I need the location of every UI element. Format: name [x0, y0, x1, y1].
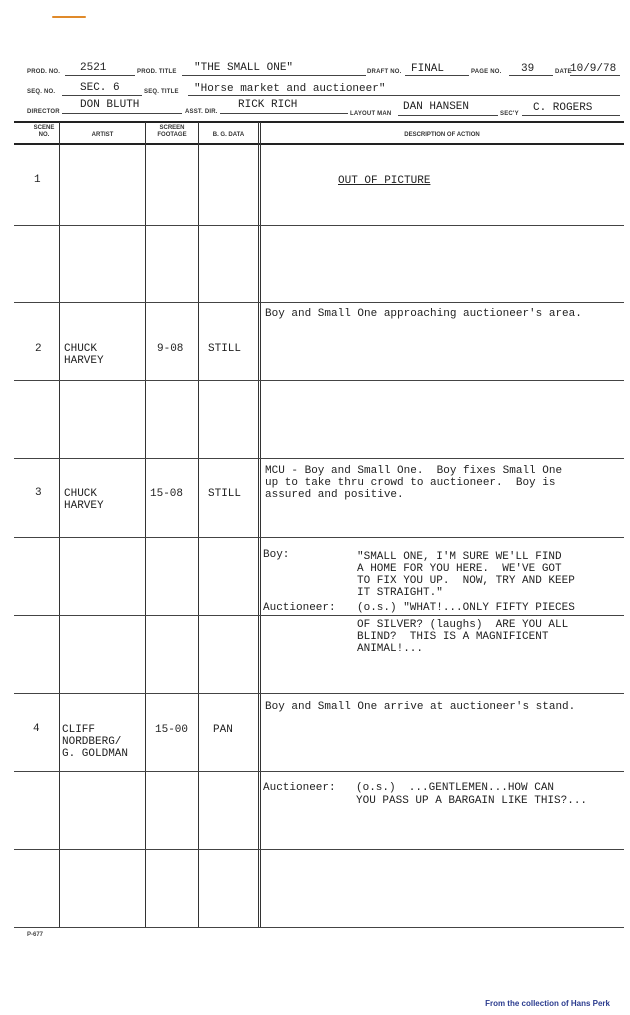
- dialogue-line: (o.s.) ...GENTLEMEN...HOW CAN: [356, 782, 555, 794]
- asst-dir-value: RICK RICH: [238, 99, 298, 111]
- date-label: DATE: [555, 69, 572, 75]
- date-value: 10/9/78: [570, 63, 617, 75]
- scene-footage: 15-08: [150, 488, 184, 500]
- scene-bg-data: STILL: [208, 488, 242, 500]
- scene-artist: CHUCK: [64, 488, 98, 500]
- scene-footage: 9-08: [157, 343, 184, 355]
- scene-artist: NORDBERG/: [62, 736, 122, 748]
- dialogue-speaker: Auctioneer:: [263, 782, 336, 794]
- col-header-bg-data: B. G. DATA: [212, 132, 245, 138]
- scene-artist: HARVEY: [64, 500, 104, 512]
- scene-description: assured and positive.: [265, 489, 404, 501]
- layout-man-label: LAYOUT MAN: [350, 111, 392, 117]
- scene-number: 2: [35, 343, 42, 355]
- col-header-description: DESCRIPTION OF ACTION: [404, 132, 480, 138]
- prod-title-value: "THE SMALL ONE": [194, 62, 294, 74]
- row-divider: [14, 771, 624, 772]
- seq-title-underline: [188, 95, 620, 96]
- dialogue-line: (o.s.) "WHAT!...ONLY FIFTY PIECES: [357, 602, 575, 614]
- scene-number: 3: [35, 487, 42, 499]
- table-top-rule: [14, 121, 624, 123]
- layout-man-value: DAN HANSEN: [403, 101, 470, 113]
- prod-title-underline: [182, 75, 366, 76]
- column-divider-5: [260, 122, 261, 928]
- draft-no-underline: [405, 75, 469, 76]
- director-underline: [62, 113, 182, 114]
- prod-title-label: PROD. TITLE: [137, 69, 177, 75]
- page-no-label: PAGE NO.: [471, 69, 502, 75]
- col-header-artist: ARTIST: [91, 132, 114, 138]
- dialogue-line: TO FIX YOU UP. NOW, TRY AND KEEP: [357, 575, 575, 587]
- date-underline: [570, 75, 620, 76]
- prod-no-label: PROD. NO.: [27, 69, 61, 75]
- dialogue-line: IT STRAIGHT.": [357, 587, 443, 599]
- director-value: DON BLUTH: [80, 99, 140, 111]
- scene-description: OUT OF PICTURE: [338, 175, 431, 187]
- asst-dir-label: ASST. DIR.: [185, 109, 218, 115]
- secy-underline: [522, 115, 620, 116]
- dialogue-line: OF SILVER? (laughs) ARE YOU ALL: [357, 619, 569, 631]
- row-divider: [14, 302, 624, 303]
- row-divider: [14, 380, 624, 381]
- seq-no-underline: [62, 95, 142, 96]
- dialogue-speaker: Boy:: [263, 549, 290, 561]
- column-divider-4: [258, 122, 259, 928]
- pencil-mark: [52, 16, 86, 18]
- page-no-value: 39: [521, 63, 535, 75]
- table-bottom-rule: [14, 927, 624, 928]
- seq-no-value: SEC. 6: [80, 82, 120, 94]
- prod-no-value: 2521: [80, 62, 107, 74]
- row-divider: [14, 693, 624, 694]
- col-header-screen-footage: SCREEN FOOTAGE: [157, 125, 187, 138]
- page-no-underline: [509, 75, 553, 76]
- asst-dir-underline: [220, 113, 348, 114]
- dialogue-line: BLIND? THIS IS A MAGNIFICENT: [357, 631, 549, 643]
- scene-footage: 15-00: [155, 724, 189, 736]
- dialogue-line: ANIMAL!...: [357, 643, 424, 655]
- scene-artist: CHUCK: [64, 343, 98, 355]
- collection-credit: From the collection of Hans Perk: [485, 999, 610, 1008]
- director-label: DIRECTOR: [27, 109, 60, 115]
- secy-value: C. ROGERS: [533, 102, 593, 114]
- seq-title-value: "Horse market and auctioneer": [194, 83, 386, 95]
- column-header-rule: [14, 143, 624, 145]
- row-divider: [14, 225, 624, 226]
- dialogue-line: A HOME FOR YOU HERE. WE'VE GOT: [357, 563, 562, 575]
- scene-description: Boy and Small One arrive at auctioneer's stand.: [265, 701, 576, 713]
- form-code: P-677: [27, 932, 44, 938]
- secy-label: SEC'Y: [500, 111, 519, 117]
- layout-man-underline: [398, 115, 498, 116]
- seq-no-label: SEQ. NO.: [27, 89, 56, 95]
- prod-no-underline: [65, 75, 135, 76]
- scene-description: MCU - Boy and Small One. Boy fixes Small One: [265, 465, 563, 477]
- scene-description: Boy and Small One approaching auctioneer's area.: [265, 308, 582, 320]
- dialogue-line: YOU PASS UP A BARGAIN LIKE THIS?...: [356, 795, 588, 807]
- dialogue-line: "SMALL ONE, I'M SURE WE'LL FIND: [357, 551, 562, 563]
- row-divider: [14, 537, 624, 538]
- dialogue-speaker: Auctioneer:: [263, 602, 336, 614]
- scene-artist: CLIFF: [62, 724, 96, 736]
- scene-artist: HARVEY: [64, 355, 104, 367]
- seq-title-label: SEQ. TITLE: [144, 89, 179, 95]
- scene-number: 1: [34, 174, 41, 186]
- col-header-scene-no: SCENE NO.: [33, 125, 55, 138]
- column-divider-1: [59, 122, 60, 928]
- row-divider: [14, 458, 624, 459]
- draft-no-label: DRAFT NO.: [367, 69, 402, 75]
- row-divider: [14, 615, 624, 616]
- column-divider-3: [198, 122, 199, 928]
- scene-number: 4: [33, 723, 40, 735]
- draft-no-value: FINAL: [411, 63, 445, 75]
- scene-artist: G. GOLDMAN: [62, 748, 129, 760]
- scene-bg-data: PAN: [213, 724, 233, 736]
- column-divider-2: [145, 122, 146, 928]
- scene-description: up to take thru crowd to auctioneer. Boy is: [265, 477, 556, 489]
- row-divider: [14, 849, 624, 850]
- scene-bg-data: STILL: [208, 343, 242, 355]
